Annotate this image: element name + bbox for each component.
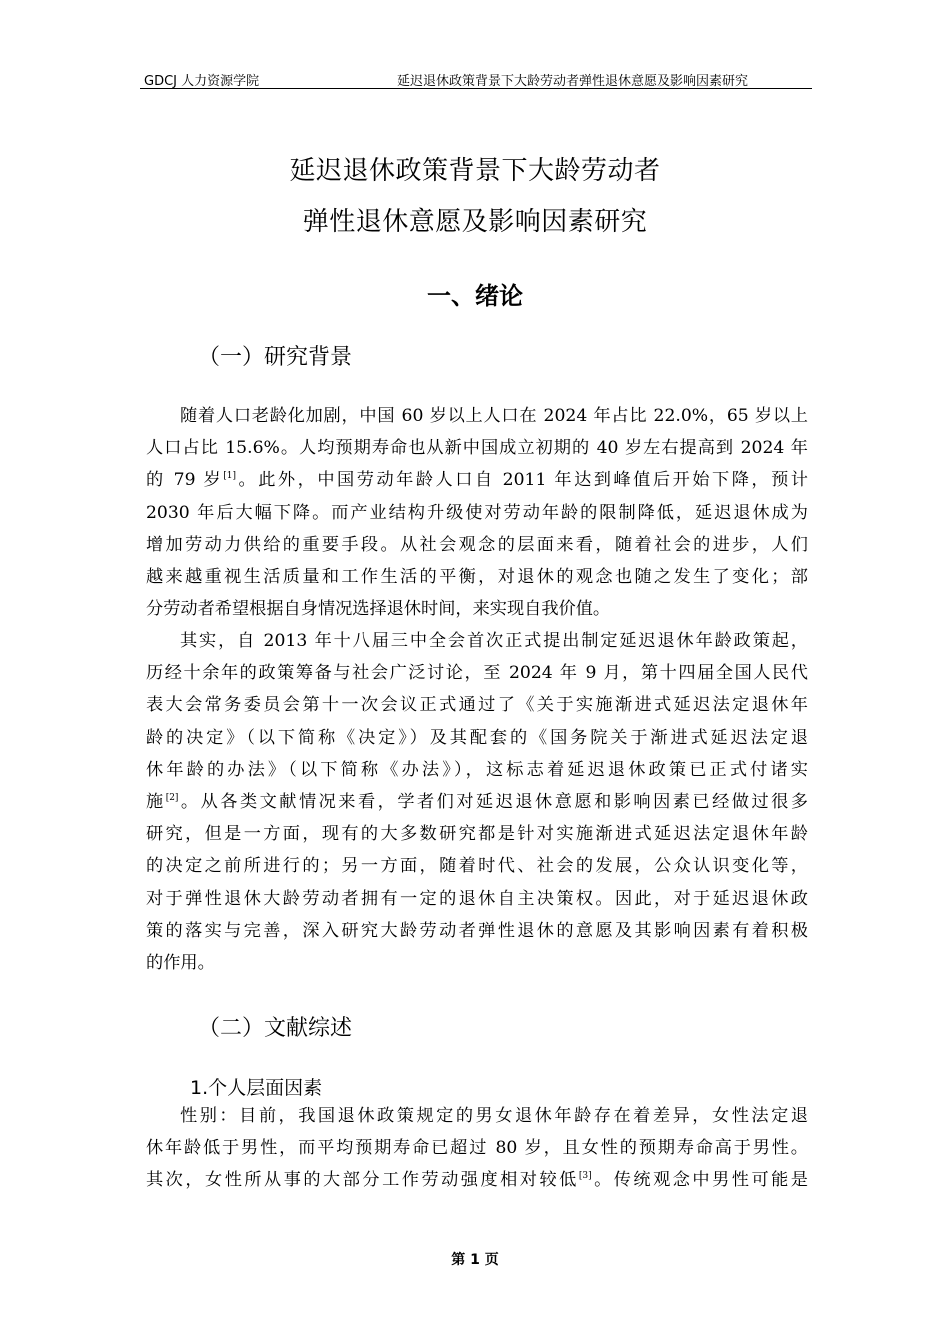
text-line: 随着人口老龄化加剧，中国 60 岁以上人口在 2024 年占比 22.0%，65 岁以上 bbox=[180, 406, 808, 426]
header-left-text: GDCJ 人力资源学院 bbox=[144, 74, 260, 89]
page-header bbox=[140, 70, 812, 89]
text-line: 休年龄低于男性，而平均预期寿命已超过 80 岁，且女性的预期寿命高于男性。 bbox=[146, 1138, 808, 1159]
text-span: 其次，女性所从事的大部分工作劳动强度相对较低 bbox=[146, 1170, 579, 1191]
text-line: 表大会常务委员会第十一次会议正式通过了《关于实施渐进式延迟法定退休年 bbox=[146, 695, 808, 716]
text-line bbox=[146, 464, 808, 496]
text-line: 的决定之前所进行的；另一方面，随着时代、社会的发展，公众认识变化等， bbox=[146, 856, 808, 877]
section-heading-literature: （二）文献综述 bbox=[198, 1016, 353, 1041]
text-span: 。传统观念中男性可能是 bbox=[591, 1170, 808, 1191]
text-line: 研究，但是一方面，现有的大多数研究都是针对实施渐进式延迟法定退休年龄 bbox=[146, 824, 808, 845]
text-line bbox=[146, 1164, 808, 1196]
text-line bbox=[146, 786, 808, 818]
text-span: 施 bbox=[146, 791, 166, 812]
text-line: 增加劳动力供给的重要手段。从社会观念的层面来看，随着社会的进步，人们 bbox=[146, 534, 808, 555]
citation-ref: [2] bbox=[165, 792, 179, 803]
subsection-heading: 1.个人层面因素 bbox=[190, 1077, 323, 1099]
text-span: 的 79 岁 bbox=[146, 470, 224, 491]
page-number: 第 1 页 bbox=[451, 1252, 499, 1268]
chapter-heading: 一、绪论 bbox=[427, 282, 523, 310]
text-line: 性别：目前，我国退休政策规定的男女退休年龄存在着差异，女性法定退 bbox=[180, 1106, 808, 1126]
paragraph-literature-1 bbox=[146, 1100, 808, 1197]
title-line-2: 弹性退休意愿及影响因素研究 bbox=[302, 207, 648, 237]
citation-ref: [1] bbox=[223, 471, 236, 482]
title-line-1: 延迟退休政策背景下大龄劳动者 bbox=[289, 156, 661, 186]
text-line: 分劳动者希望根据自身情况选择退休时间，来实现自我价值。 bbox=[146, 599, 611, 620]
text-span: 。从各类文献情况来看，学者们对延迟退休意愿和影响因素已经做过很多 bbox=[178, 791, 808, 812]
text-line: 历经十余年的政策筹备与社会广泛讨论，至 2024 年 9 月，第十四届全国人民代 bbox=[146, 663, 808, 684]
paragraph-background-2 bbox=[146, 625, 808, 979]
text-line: 2030 年后大幅下降。而产业结构升级使对劳动年龄的限制降低，延迟退休成为 bbox=[146, 502, 808, 523]
text-line: 其实，自 2013 年十八届三中全会首次正式提出制定延迟退休年龄政策起， bbox=[180, 631, 808, 651]
text-line: 越来越重视生活质量和工作生活的平衡，对退休的观念也随之发生了变化；部 bbox=[146, 566, 808, 587]
text-line: 龄的决定》（以下简称《决定》）及其配套的《国务院关于渐进式延迟法定退 bbox=[146, 727, 808, 748]
text-line: 的作用。 bbox=[146, 952, 215, 973]
text-line: 策的落实与完善，深入研究大龄劳动者弹性退休的意愿及其影响因素有着积极 bbox=[146, 920, 808, 941]
section-heading-background: （一）研究背景 bbox=[198, 345, 353, 370]
text-span: 。此外，中国劳动年龄人口自 2011 年达到峰值后开始下降，预计 bbox=[236, 470, 808, 491]
citation-ref: [3] bbox=[578, 1171, 592, 1182]
text-line: 休年龄的办法》（以下简称《办法》），这标志着延迟退休政策已正式付诸实 bbox=[146, 759, 808, 780]
text-line: 人口占比 15.6%。人均预期寿命也从新中国成立初期的 40 岁左右提高到 2024 年 bbox=[146, 438, 808, 459]
paragraph-background-1 bbox=[146, 400, 808, 625]
text-line: 对于弹性退休大龄劳动者拥有一定的退休自主决策权。因此，对于延迟退休政 bbox=[146, 888, 808, 909]
header-right-text: 延迟退休政策背景下大龄劳动者弹性退休意愿及影响因素研究 bbox=[396, 74, 748, 89]
